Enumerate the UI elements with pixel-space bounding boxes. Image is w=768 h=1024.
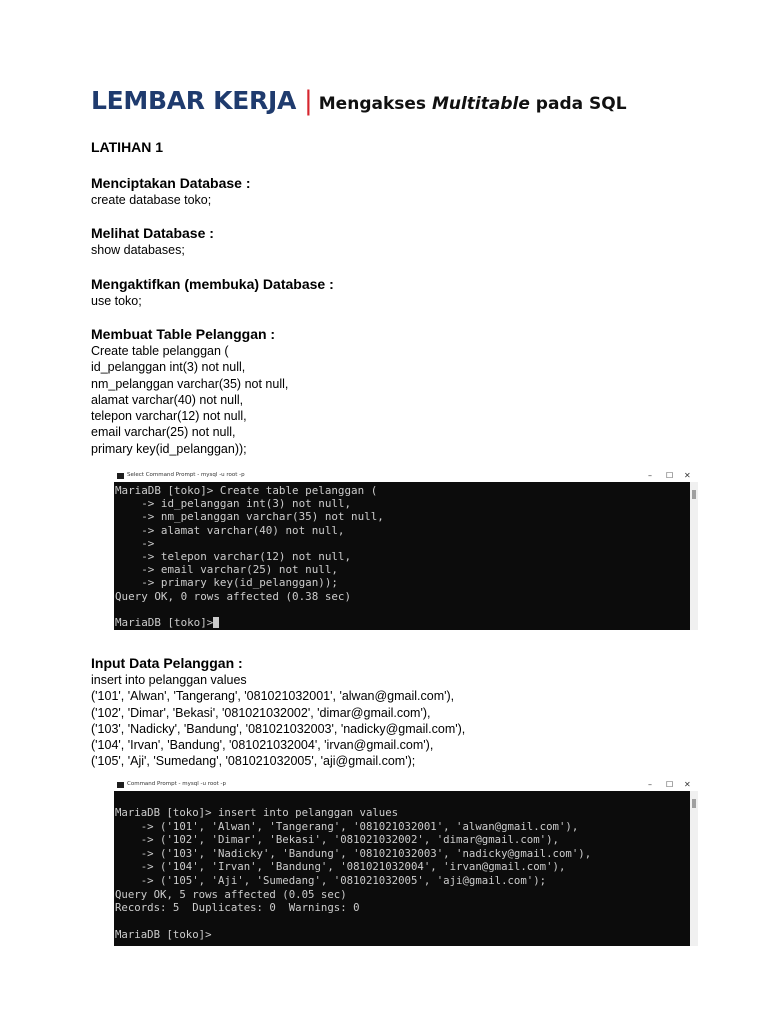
terminal-line: -> ('104', 'Irvan', 'Bandung', '081021032004', 'irvan@gmail.com'), — [115, 860, 566, 874]
code-line: ('103', 'Nadicky', 'Bandung', '081021032003', 'nadicky@gmail.com'), — [91, 721, 466, 736]
terminal-line: -> alamat varchar(40) not null, — [115, 523, 345, 537]
terminal-line: -> primary key(id_pelanggan)); — [115, 576, 338, 590]
section-heading: Membuat Table Pelanggan : — [91, 326, 276, 342]
section-body — [91, 343, 288, 457]
terminal-cursor — [213, 617, 219, 628]
terminal-window — [114, 780, 698, 946]
code-line: id_pelanggan int(3) not null, — [91, 360, 246, 375]
terminal-line: -> telepon varchar(12) not null, — [115, 550, 352, 564]
terminal-line: -> ('105', 'Aji', 'Sumedang', '081021032005', 'aji@gmail.com'); — [115, 873, 547, 887]
code-line: insert into pelanggan values — [91, 673, 247, 687]
terminal-titlebar — [114, 471, 698, 482]
terminal-line: -> ('103', 'Nadicky', 'Bandung', '081021032003', 'nadicky@gmail.com'), — [115, 846, 592, 860]
terminal-line — [115, 603, 384, 616]
close-icon[interactable]: ✕ — [684, 780, 691, 789]
code-line: ('105', 'Aji', 'Sumedang', '081021032005', 'aji@gmail.com'); — [91, 754, 416, 769]
scrollbar-thumb[interactable] — [692, 490, 696, 499]
scrollbar-thumb[interactable] — [692, 799, 696, 808]
terminal-scrollbar[interactable] — [690, 791, 698, 946]
code-line: show databases; — [91, 243, 185, 257]
terminal-prompt-line: MariaDB [toko]> — [115, 616, 384, 629]
command-prompt-icon — [117, 782, 124, 788]
code-line: email varchar(25) not null, — [91, 425, 236, 440]
code-line: telepon varchar(12) not null, — [91, 409, 247, 424]
terminal-output — [115, 806, 591, 942]
terminal-title: Select Command Prompt - mysql -u root -p — [127, 472, 245, 478]
terminal-line: MariaDB [toko]> — [115, 928, 212, 942]
terminal-line: -> email varchar(25) not null, — [115, 563, 338, 577]
maximize-icon[interactable]: ☐ — [666, 471, 674, 480]
terminal-titlebar — [114, 780, 698, 791]
terminal-line: -> id_pelanggan int(3) not null, — [115, 497, 352, 511]
terminal-output — [115, 484, 384, 629]
section-body — [91, 672, 465, 770]
terminal-line: MariaDB [toko]> Create table pelanggan ( — [115, 484, 378, 497]
title-main: LEMBAR KERJA — [91, 86, 296, 115]
code-line: ('101', 'Alwan', 'Tangerang', '081021032001', 'alwan@gmail.com'), — [91, 689, 455, 704]
section-body — [91, 293, 142, 309]
terminal-line: Query OK, 0 rows affected (0.38 sec) — [115, 589, 352, 603]
code-line: create database toko; — [91, 193, 212, 207]
close-icon[interactable]: ✕ — [684, 471, 691, 480]
terminal-line: Query OK, 5 rows affected (0.05 sec) — [115, 887, 347, 901]
code-line: Create table pelanggan ( — [91, 344, 229, 358]
terminal-window — [114, 471, 698, 630]
code-line: ('104', 'Irvan', 'Bandung', '081021032004', 'irvan@gmail.com'), — [91, 738, 434, 753]
terminal-line — [115, 915, 591, 929]
section-body — [91, 242, 185, 258]
code-line: use toko; — [91, 294, 142, 308]
title-divider: | — [304, 86, 313, 116]
section-heading: Mengaktifkan (membuka) Database : — [91, 276, 334, 292]
exercise-label: LATIHAN 1 — [91, 139, 164, 155]
terminal-line: MariaDB [toko]> insert into pelanggan values — [115, 806, 399, 819]
page-title — [91, 86, 627, 116]
code-line: alamat varchar(40) not null, — [91, 392, 244, 407]
terminal-line: -> nm_pelanggan varchar(35) not null, — [115, 510, 384, 524]
terminal-line: -> ('101', 'Alwan', 'Tangerang', '081021032001', 'alwan@gmail.com'), — [115, 819, 579, 833]
minimize-icon[interactable]: – — [648, 780, 652, 789]
code-line: primary key(id_pelanggan)); — [91, 441, 247, 456]
terminal-line: -> ('102', 'Dimar', 'Bekasi', '081021032002', 'dimar@gmail.com'), — [115, 833, 559, 847]
code-line: nm_pelanggan varchar(35) not null, — [91, 376, 289, 391]
section-heading: Input Data Pelanggan : — [91, 655, 243, 671]
section-body — [91, 192, 211, 208]
maximize-icon[interactable]: ☐ — [666, 780, 674, 789]
section-heading: Melihat Database : — [91, 225, 214, 241]
code-line: ('102', 'Dimar', 'Bekasi', '081021032002', 'dimar@gmail.com'), — [91, 705, 431, 720]
terminal-title: Command Prompt - mysql -u root -p — [127, 781, 226, 787]
terminal-line: Records: 5 Duplicates: 0 Warnings: 0 — [115, 901, 360, 915]
command-prompt-icon — [117, 473, 124, 479]
section-heading: Menciptakan Database : — [91, 175, 251, 191]
title-subtitle: Mengakses Multitable pada SQL — [318, 94, 627, 114]
terminal-line: -> — [115, 536, 155, 550]
minimize-icon[interactable]: – — [648, 471, 652, 480]
terminal-scrollbar[interactable] — [690, 482, 698, 630]
